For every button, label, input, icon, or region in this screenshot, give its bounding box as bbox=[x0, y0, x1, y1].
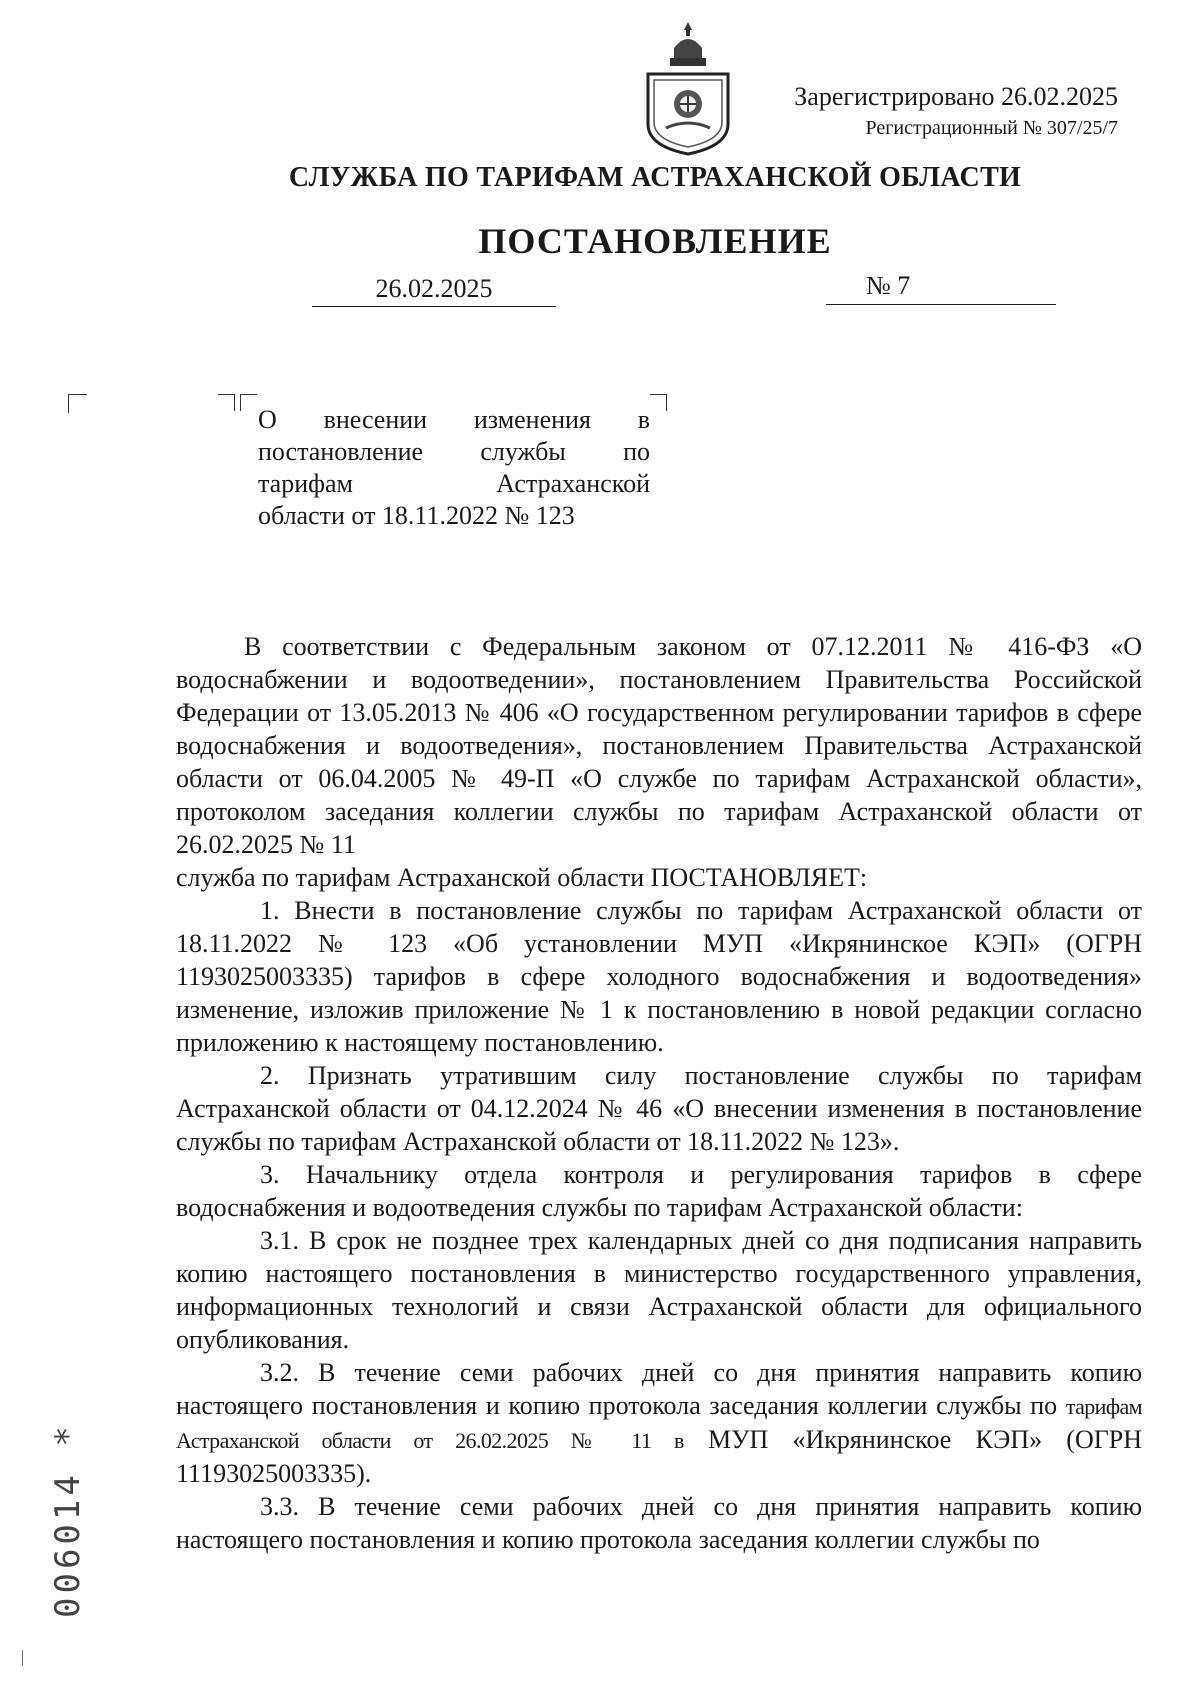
document-body bbox=[176, 630, 1142, 1556]
coat-of-arms-icon bbox=[640, 18, 736, 156]
subject-line: О внесении изменения в bbox=[258, 405, 650, 434]
item-3-2-condensed: тарифам Астраханской области от 26.02.2025 № 11 в bbox=[176, 1394, 1142, 1453]
side-stamp: 006014 * bbox=[48, 1422, 88, 1618]
registration-block bbox=[794, 80, 1118, 142]
item-3-3: 3.3. В течение семи рабочих дней со дня принятия направить копию настоящего постановления и копию протокола заседания коллегии службы по bbox=[176, 1492, 1142, 1554]
item-3-1: 3.1. В срок не позднее трех календарных дней со дня подписания направить копию настоящего постановления в министерство государственного управления, информационных технологий и связи Астраханской области для официального опубликования. bbox=[176, 1226, 1142, 1354]
document-type: ПОСТАНОВЛЕНИЕ bbox=[478, 221, 832, 261]
item-1: 1. Внести в постановление службы по тарифам Астраханской области от 18.11.2022 № 123 «Об установлении МУП «Икрянинское КЭП» (ОГРН 1193025003335) тарифов в сфере холодного водоснабжения и водоотведения» изменение, изложив приложение № 1 к постановлению в новой редакции согласно приложению к настоящему постановлению. bbox=[176, 896, 1142, 1057]
corner-mark bbox=[240, 394, 257, 411]
agency-name: СЛУЖБА ПО ТАРИФАМ АСТРАХАНСКОЙ ОБЛАСТИ bbox=[288, 162, 1022, 193]
item-3-2-text: 3.2. В течение семи рабочих дней со дня принятия направить копию настоящего постановления и копию протокола заседания коллегии службы по bbox=[176, 1358, 1142, 1420]
subject-line: области от 18.11.2022 № 123 bbox=[258, 501, 575, 530]
preamble: В соответствии с Федеральным законом от 07.12.2011 № 416-ФЗ «О водоснабжении и водоотведении», постановлением Правительства Российской Федерации от 13.05.2013 № 406 «О государственном регулировании тарифов в сфере водоснабжения и водоотведения», постановлением Правительства Астраханской области от 06.04.2005 № 49-П «О службе по тарифам Астраханской области», протоколом заседания коллегии службы по тарифам Астраханской области от 26.02.2025 № 11 bbox=[176, 632, 1142, 859]
document-subject bbox=[258, 404, 650, 532]
corner-mark bbox=[218, 394, 235, 411]
subject-line: постановление службы по bbox=[258, 437, 650, 466]
subject-line: тарифам Астраханской bbox=[258, 469, 650, 498]
resolves-clause: служба по тарифам Астраханской области ПОСТАНОВЛЯЕТ: bbox=[176, 863, 868, 892]
registration-date: Зарегистрировано 26.02.2025 bbox=[794, 82, 1118, 111]
item-3: 3. Начальнику отдела контроля и регулирования тарифов в сфере водоснабжения и водоотведения службы по тарифам Астраханской области: bbox=[176, 1160, 1142, 1222]
item-3-2-text: МУП «Икрянинское КЭП» (ОГРН 11193025003335). bbox=[176, 1425, 1142, 1488]
item-2: 2. Признать утратившим силу постановление службы по тарифам Астраханской области от 04.12.2024 № 46 «О внесении изменения в постановление службы по тарифам Астраханской области от 18.11.2022 № 123». bbox=[176, 1061, 1142, 1156]
document-number: № 7 bbox=[826, 268, 1056, 305]
item-3-2 bbox=[176, 1356, 1142, 1490]
corner-mark bbox=[650, 394, 667, 411]
corner-mark-left bbox=[68, 394, 87, 413]
document-date: 26.02.2025 bbox=[312, 272, 556, 307]
registration-number: Регистрационный № 307/25/7 bbox=[865, 117, 1118, 139]
margin-tick bbox=[22, 1650, 23, 1666]
